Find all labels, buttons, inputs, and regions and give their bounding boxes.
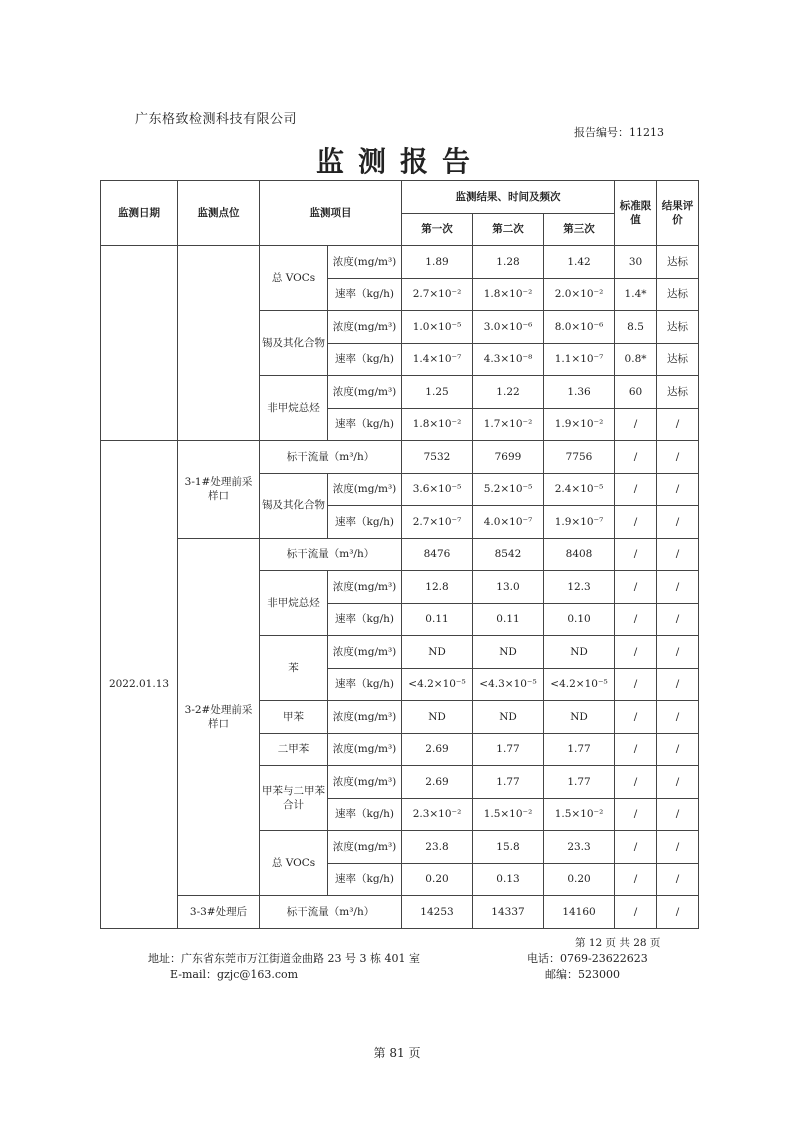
header-results: 监测结果、时间及频次 [402,181,615,214]
point-cell-3-3: 3-3#处理后 [178,896,260,929]
value-cell: 8408 [544,538,615,571]
param-cell: 浓度(mg/m³) [328,733,402,766]
value-cell: 8542 [473,538,544,571]
param-cell: 速率（kg/h) [328,278,402,311]
item-cell: 苯 [260,636,328,701]
item-cell: 锡及其化合物 [260,311,328,376]
value-cell: 7532 [402,441,473,474]
item-cell: 非甲烷总烃 [260,376,328,441]
header-item: 监测项目 [260,181,402,246]
value-cell: 12.8 [402,571,473,604]
footer-email: E-mail：gzjc@163.com [170,968,299,981]
page-info: 第 12 页 共 28 页 [575,937,661,949]
value-cell: 1.5×10⁻² [544,798,615,831]
value-cell: 1.36 [544,376,615,409]
header-limit: 标准限值 [615,181,657,246]
limit-cell: / [615,831,657,864]
param-cell: 浓度(mg/m³) [328,766,402,799]
param-cell: 速率（kg/h) [328,668,402,701]
item-cell: 锡及其化合物 [260,473,328,538]
header-date: 监测日期 [101,181,178,246]
header-first: 第一次 [402,214,473,246]
eval-cell: / [657,733,699,766]
value-cell: 0.11 [473,603,544,636]
value-cell: ND [473,636,544,669]
value-cell: 1.89 [402,246,473,279]
value-cell: 0.10 [544,603,615,636]
value-cell: 1.4×10⁻⁷ [402,343,473,376]
point-cell-3-1: 3-1#处理前采样口 [178,441,260,539]
limit-cell: / [615,473,657,506]
value-cell: 14253 [402,896,473,929]
value-cell: 1.77 [473,766,544,799]
item-cell: 甲苯与二甲苯合计 [260,766,328,831]
limit-cell: / [615,798,657,831]
eval-cell: / [657,831,699,864]
eval-cell: / [657,896,699,929]
limit-cell: / [615,701,657,734]
value-cell: 1.77 [544,766,615,799]
limit-cell: / [615,571,657,604]
value-cell: 2.7×10⁻⁷ [402,506,473,539]
eval-cell: / [657,603,699,636]
eval-cell: / [657,798,699,831]
value-cell: 1.77 [544,733,615,766]
param-cell: 浓度(mg/m³) [328,831,402,864]
table-row [101,246,699,279]
table-row [101,441,699,474]
report-number: 报告编号：11213 [574,126,664,139]
value-cell: 23.3 [544,831,615,864]
value-cell: ND [402,701,473,734]
value-cell: 2.69 [402,766,473,799]
param-cell: 浓度(mg/m³) [328,246,402,279]
table-row [101,538,699,571]
date-cell-continued [101,246,178,441]
item-cell: 总 VOCs [260,246,328,311]
eval-cell: / [657,506,699,539]
value-cell: 1.8×10⁻² [402,408,473,441]
value-cell: 13.0 [473,571,544,604]
table-row [101,896,699,929]
monitoring-results-table [100,180,699,929]
eval-cell: / [657,668,699,701]
eval-cell: / [657,441,699,474]
value-cell: 8.0×10⁻⁶ [544,311,615,344]
point-cell-continued [178,246,260,441]
value-cell: ND [473,701,544,734]
limit-cell: / [615,733,657,766]
value-cell: 1.22 [473,376,544,409]
limit-cell: 0.8* [615,343,657,376]
eval-cell: / [657,766,699,799]
company-name: 广东格致检测科技有限公司 [135,112,298,127]
value-cell: 1.8×10⁻² [473,278,544,311]
value-cell: 1.28 [473,246,544,279]
param-cell: 速率（kg/h) [328,343,402,376]
param-cell: 浓度(mg/m³) [328,571,402,604]
limit-cell: / [615,863,657,896]
value-cell: 1.7×10⁻² [473,408,544,441]
limit-cell: 8.5 [615,311,657,344]
value-cell: 14337 [473,896,544,929]
value-cell: 1.77 [473,733,544,766]
header-point: 监测点位 [178,181,260,246]
value-cell: 7699 [473,441,544,474]
limit-cell: / [615,538,657,571]
limit-cell: / [615,896,657,929]
eval-cell: / [657,538,699,571]
value-cell: 2.4×10⁻⁵ [544,473,615,506]
limit-cell: 60 [615,376,657,409]
value-cell: 2.69 [402,733,473,766]
value-cell: <4.3×10⁻⁵ [473,668,544,701]
value-cell: 5.2×10⁻⁵ [473,473,544,506]
header-second: 第二次 [473,214,544,246]
value-cell: 7756 [544,441,615,474]
value-cell: <4.2×10⁻⁵ [402,668,473,701]
value-cell: 4.0×10⁻⁷ [473,506,544,539]
limit-cell: / [615,408,657,441]
eval-cell: / [657,571,699,604]
param-cell: 浓度(mg/m³) [328,701,402,734]
limit-cell: / [615,636,657,669]
value-cell: ND [402,636,473,669]
item-cell: 总 VOCs [260,831,328,896]
limit-cell: / [615,441,657,474]
limit-cell: / [615,603,657,636]
page-number: 第 81 页 [373,1046,421,1060]
item-cell: 标干流量（m³/h） [260,441,402,474]
value-cell: 12.3 [544,571,615,604]
limit-cell: / [615,766,657,799]
report-title: 监测报告 [315,145,484,178]
value-cell: 14160 [544,896,615,929]
footer-postal: 邮编：523000 [545,968,620,981]
value-cell: 3.6×10⁻⁵ [402,473,473,506]
date-cell: 2022.01.13 [101,441,178,929]
value-cell: ND [544,701,615,734]
value-cell: 1.42 [544,246,615,279]
value-cell: <4.2×10⁻⁵ [544,668,615,701]
param-cell: 浓度(mg/m³) [328,473,402,506]
value-cell: 0.11 [402,603,473,636]
footer-tel: 电话：0769-23622623 [527,952,648,965]
value-cell: 2.7×10⁻² [402,278,473,311]
value-cell: 1.25 [402,376,473,409]
header-third: 第三次 [544,214,615,246]
value-cell: 8476 [402,538,473,571]
param-cell: 速率（kg/h) [328,798,402,831]
eval-cell: 达标 [657,376,699,409]
value-cell: 1.0×10⁻⁵ [402,311,473,344]
param-cell: 速率（kg/h) [328,506,402,539]
value-cell: 4.3×10⁻⁸ [473,343,544,376]
eval-cell: 达标 [657,278,699,311]
point-cell-3-2: 3-2#处理前采样口 [178,538,260,896]
footer-address: 地址：广东省东莞市万江街道金曲路 23 号 3 栋 401 室 [148,952,420,965]
item-cell: 甲苯 [260,701,328,734]
eval-cell: / [657,408,699,441]
item-cell: 非甲烷总烃 [260,571,328,636]
param-cell: 浓度(mg/m³) [328,636,402,669]
eval-cell: 达标 [657,343,699,376]
value-cell: ND [544,636,615,669]
param-cell: 浓度(mg/m³) [328,311,402,344]
value-cell: 0.20 [544,863,615,896]
value-cell: 2.0×10⁻² [544,278,615,311]
eval-cell: / [657,636,699,669]
value-cell: 23.8 [402,831,473,864]
value-cell: 0.13 [473,863,544,896]
param-cell: 速率（kg/h) [328,603,402,636]
value-cell: 1.5×10⁻² [473,798,544,831]
limit-cell: 30 [615,246,657,279]
header-eval: 结果评价 [657,181,699,246]
eval-cell: / [657,701,699,734]
value-cell: 0.20 [402,863,473,896]
limit-cell: / [615,506,657,539]
param-cell: 速率（kg/h) [328,863,402,896]
item-cell: 标干流量（m³/h） [260,896,402,929]
eval-cell: 达标 [657,311,699,344]
eval-cell: / [657,863,699,896]
eval-cell: / [657,473,699,506]
value-cell: 1.9×10⁻² [544,408,615,441]
value-cell: 1.9×10⁻⁷ [544,506,615,539]
item-cell: 标干流量（m³/h） [260,538,402,571]
eval-cell: 达标 [657,246,699,279]
value-cell: 3.0×10⁻⁶ [473,311,544,344]
limit-cell: / [615,668,657,701]
value-cell: 2.3×10⁻² [402,798,473,831]
limit-cell: 1.4* [615,278,657,311]
param-cell: 浓度(mg/m³) [328,376,402,409]
item-cell: 二甲苯 [260,733,328,766]
param-cell: 速率（kg/h) [328,408,402,441]
value-cell: 15.8 [473,831,544,864]
value-cell: 1.1×10⁻⁷ [544,343,615,376]
